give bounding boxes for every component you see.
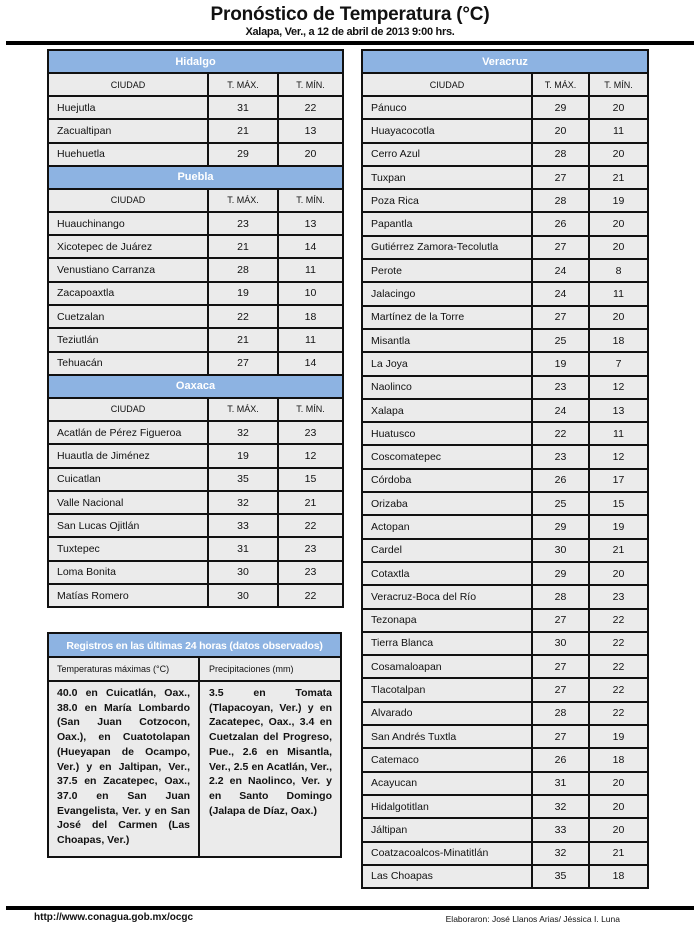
state-header: Oaxaca — [48, 375, 343, 398]
max-temp: 33 — [208, 514, 278, 537]
max-temp: 22 — [532, 422, 589, 445]
max-temp: 30 — [532, 632, 589, 655]
city-name: Perote — [362, 259, 532, 282]
footer-url-link[interactable]: http://www.conagua.gob.mx/ocgc — [34, 912, 194, 923]
table-row — [362, 609, 648, 632]
max-temp: 30 — [208, 584, 278, 607]
table-row — [362, 655, 648, 678]
table-row — [362, 422, 648, 445]
city-name: Cosamaloapan — [362, 655, 532, 678]
forecast-table-veracruz — [361, 49, 649, 889]
city-name: Tlacotalpan — [362, 678, 532, 701]
column-header-max: T. MÁX. — [208, 398, 278, 421]
max-temp: 29 — [208, 143, 278, 166]
city-name: Misantla — [362, 329, 532, 352]
max-temp: 23 — [532, 445, 589, 468]
min-temp: 19 — [589, 189, 648, 212]
city-name: Huauchinango — [48, 212, 208, 235]
city-name: Huehuetla — [48, 143, 208, 166]
table-row — [362, 842, 648, 865]
column-header-city: CIUDAD — [362, 73, 532, 96]
table-row — [48, 561, 343, 584]
table-row — [362, 748, 648, 771]
max-temp: 31 — [532, 772, 589, 795]
city-name: Orizaba — [362, 492, 532, 515]
table-row — [362, 143, 648, 166]
city-name: Catemaco — [362, 748, 532, 771]
min-temp: 11 — [589, 282, 648, 305]
city-name: Tuxtepec — [48, 537, 208, 560]
min-temp: 18 — [589, 748, 648, 771]
forecast-table-left — [47, 49, 344, 608]
min-temp: 13 — [278, 119, 343, 142]
city-name: San Lucas Ojitlán — [48, 514, 208, 537]
table-row — [362, 189, 648, 212]
max-temp: 28 — [532, 585, 589, 608]
column-header-min: T. MÍN. — [278, 398, 343, 421]
min-temp: 13 — [278, 212, 343, 235]
min-temp: 22 — [589, 678, 648, 701]
min-temp: 14 — [278, 235, 343, 258]
min-temp: 20 — [589, 795, 648, 818]
city-name: Cuicatlan — [48, 468, 208, 491]
min-temp: 21 — [589, 539, 648, 562]
table-row — [48, 143, 343, 166]
min-temp: 22 — [278, 96, 343, 119]
records-max-temp-label: Temperaturas máximas (°C) — [49, 658, 200, 680]
table-row — [362, 515, 648, 538]
column-header-max: T. MÁX. — [532, 73, 589, 96]
max-temp: 35 — [208, 468, 278, 491]
table-row — [362, 795, 648, 818]
max-temp: 33 — [532, 818, 589, 841]
min-temp: 23 — [278, 421, 343, 444]
state-header-row — [48, 375, 343, 398]
footer-credit: Elaboraron: José Llanos Arias/ Jéssica I. Luna — [445, 914, 620, 924]
city-name: Cotaxtla — [362, 562, 532, 585]
max-temp: 27 — [532, 678, 589, 701]
min-temp: 23 — [589, 585, 648, 608]
city-name: Huayacocotla — [362, 119, 532, 142]
max-temp: 26 — [532, 469, 589, 492]
max-temp: 19 — [208, 444, 278, 467]
column-header-max: T. MÁX. — [208, 189, 278, 212]
city-name: San Andrés Tuxtla — [362, 725, 532, 748]
min-temp: 22 — [589, 609, 648, 632]
max-temp: 19 — [532, 352, 589, 375]
table-row — [362, 772, 648, 795]
column-header-city: CIUDAD — [48, 189, 208, 212]
city-name: Tierra Blanca — [362, 632, 532, 655]
max-temp: 20 — [532, 119, 589, 142]
min-temp: 21 — [589, 166, 648, 189]
min-temp: 21 — [589, 842, 648, 865]
max-temp: 32 — [532, 842, 589, 865]
min-temp: 20 — [589, 818, 648, 841]
max-temp: 25 — [532, 329, 589, 352]
max-temp: 24 — [532, 259, 589, 282]
max-temp: 29 — [532, 562, 589, 585]
city-name: Hidalgotitlan — [362, 795, 532, 818]
min-temp: 11 — [278, 258, 343, 281]
city-name: Gutiérrez Zamora-Tecolutla — [362, 236, 532, 259]
max-temp: 26 — [532, 748, 589, 771]
max-temp: 19 — [208, 282, 278, 305]
table-row — [362, 282, 648, 305]
table-row — [362, 399, 648, 422]
column-header-city: CIUDAD — [48, 73, 208, 96]
table-row — [362, 376, 648, 399]
city-name: Xicotepec de Juárez — [48, 235, 208, 258]
max-temp: 28 — [208, 258, 278, 281]
min-temp: 23 — [278, 561, 343, 584]
table-row — [48, 282, 343, 305]
table-row — [362, 329, 648, 352]
city-name: Loma Bonita — [48, 561, 208, 584]
min-temp: 22 — [278, 584, 343, 607]
min-temp: 20 — [589, 212, 648, 235]
max-temp: 28 — [532, 702, 589, 725]
table-row — [362, 469, 648, 492]
city-name: Alvarado — [362, 702, 532, 725]
min-temp: 10 — [278, 282, 343, 305]
table-row — [48, 258, 343, 281]
city-name: Las Choapas — [362, 865, 532, 888]
table-row — [362, 166, 648, 189]
max-temp: 28 — [532, 143, 589, 166]
max-temp: 27 — [532, 655, 589, 678]
min-temp: 22 — [589, 655, 648, 678]
column-header-min: T. MÍN. — [278, 189, 343, 212]
city-name: Matías Romero — [48, 584, 208, 607]
min-temp: 7 — [589, 352, 648, 375]
min-temp: 20 — [589, 562, 648, 585]
header-divider — [6, 41, 694, 45]
max-temp: 27 — [532, 236, 589, 259]
column-header-min: T. MÍN. — [278, 73, 343, 96]
max-temp: 23 — [532, 376, 589, 399]
min-temp: 19 — [589, 725, 648, 748]
city-name: Tehuacán — [48, 352, 208, 375]
table-row — [48, 352, 343, 375]
table-row — [362, 725, 648, 748]
table-row — [48, 235, 343, 258]
city-name: Jáltipan — [362, 818, 532, 841]
city-name: Valle Nacional — [48, 491, 208, 514]
records-max-temp-text: 40.0 en Cuicatlán, Oax., 38.0 en María Lombardo (San Juan Cotzocon, Oax.), en Cuatotolapan (Hueyapan de Ocampo, Ver.) y en Jaltipan, Ver., 37.5 en Zacatepec, Oax., 37.0 en San Juan Evangelista, Ver. y en San José del Carmen (Las Choapas, Ver.) — [49, 682, 200, 856]
max-temp: 30 — [208, 561, 278, 584]
max-temp: 27 — [532, 166, 589, 189]
city-name: Acayucan — [362, 772, 532, 795]
city-name: Poza Rica — [362, 189, 532, 212]
max-temp: 27 — [532, 306, 589, 329]
state-header-row — [362, 50, 648, 73]
table-row — [48, 491, 343, 514]
city-name: Jalacingo — [362, 282, 532, 305]
min-temp: 12 — [589, 376, 648, 399]
max-temp: 27 — [532, 609, 589, 632]
footer-divider — [6, 906, 694, 910]
max-temp: 28 — [532, 189, 589, 212]
records-precip-label: Precipitaciones (mm) — [209, 664, 294, 674]
column-header-row — [48, 398, 343, 421]
table-row — [362, 445, 648, 468]
table-row — [48, 421, 343, 444]
max-temp: 27 — [208, 352, 278, 375]
min-temp: 15 — [278, 468, 343, 491]
column-header-min: T. MÍN. — [589, 73, 648, 96]
state-header-row — [48, 50, 343, 73]
min-temp: 17 — [589, 469, 648, 492]
max-temp: 26 — [532, 212, 589, 235]
min-temp: 15 — [589, 492, 648, 515]
city-name: Papantla — [362, 212, 532, 235]
table-row — [48, 119, 343, 142]
max-temp: 29 — [532, 515, 589, 538]
table-row — [48, 212, 343, 235]
max-temp: 32 — [532, 795, 589, 818]
column-header-city: CIUDAD — [48, 398, 208, 421]
state-header: Veracruz — [362, 50, 648, 73]
city-name: Cuetzalan — [48, 305, 208, 328]
table-row — [362, 119, 648, 142]
max-temp: 27 — [532, 725, 589, 748]
max-temp: 24 — [532, 282, 589, 305]
min-temp: 11 — [589, 422, 648, 445]
min-temp: 20 — [278, 143, 343, 166]
records-title: Registros en las últimas 24 horas (datos observados) — [49, 634, 340, 658]
city-name: Coscomatepec — [362, 445, 532, 468]
city-name: Teziutlán — [48, 328, 208, 351]
city-name: Coatzacoalcos-Minatitlán — [362, 842, 532, 865]
table-row — [362, 539, 648, 562]
table-row — [362, 678, 648, 701]
state-header: Hidalgo — [48, 50, 343, 73]
city-name: Martínez de la Torre — [362, 306, 532, 329]
city-name: Córdoba — [362, 469, 532, 492]
table-row — [362, 236, 648, 259]
table-row — [48, 584, 343, 607]
column-header-row — [362, 73, 648, 96]
city-name: Pánuco — [362, 96, 532, 119]
column-header-max: T. MÁX. — [208, 73, 278, 96]
min-temp: 14 — [278, 352, 343, 375]
table-row — [362, 562, 648, 585]
city-name: Naolinco — [362, 376, 532, 399]
table-row — [362, 818, 648, 841]
table-row — [362, 632, 648, 655]
table-row — [362, 585, 648, 608]
table-row — [48, 444, 343, 467]
max-temp: 31 — [208, 96, 278, 119]
city-name: Tuxpan — [362, 166, 532, 189]
page-title: Pronóstico de Temperatura (°C) — [210, 4, 490, 25]
min-temp: 13 — [589, 399, 648, 422]
observed-records-box — [47, 632, 342, 858]
max-temp: 21 — [208, 235, 278, 258]
table-row — [48, 328, 343, 351]
city-name: Venustiano Carranza — [48, 258, 208, 281]
min-temp: 22 — [589, 702, 648, 725]
table-row — [362, 212, 648, 235]
min-temp: 19 — [589, 515, 648, 538]
table-row — [362, 702, 648, 725]
max-temp: 35 — [532, 865, 589, 888]
state-header-row — [48, 166, 343, 189]
min-temp: 23 — [278, 537, 343, 560]
city-name: Huejutla — [48, 96, 208, 119]
table-row — [48, 96, 343, 119]
max-temp: 24 — [532, 399, 589, 422]
table-row — [362, 259, 648, 282]
min-temp: 22 — [278, 514, 343, 537]
table-row — [48, 468, 343, 491]
city-name: Acatlán de Pérez Figueroa — [48, 421, 208, 444]
max-temp: 32 — [208, 421, 278, 444]
min-temp: 11 — [589, 119, 648, 142]
table-row — [362, 306, 648, 329]
state-header: Puebla — [48, 166, 343, 189]
table-row — [48, 305, 343, 328]
min-temp: 18 — [589, 329, 648, 352]
max-temp: 21 — [208, 119, 278, 142]
min-temp: 18 — [589, 865, 648, 888]
city-name: Veracruz-Boca del Río — [362, 585, 532, 608]
city-name: Cardel — [362, 539, 532, 562]
min-temp: 20 — [589, 236, 648, 259]
table-row — [362, 865, 648, 888]
page-subtitle: Xalapa, Ver., a 12 de abril de 2013 9:00 hrs. — [245, 26, 455, 38]
table-row — [362, 352, 648, 375]
max-temp: 31 — [208, 537, 278, 560]
column-header-row — [48, 189, 343, 212]
city-name: Cerro Azul — [362, 143, 532, 166]
city-name: Actopan — [362, 515, 532, 538]
table-row — [48, 514, 343, 537]
max-temp: 29 — [532, 96, 589, 119]
max-temp: 23 — [208, 212, 278, 235]
city-name: Huatusco — [362, 422, 532, 445]
max-temp: 30 — [532, 539, 589, 562]
city-name: Tezonapa — [362, 609, 532, 632]
min-temp: 21 — [278, 491, 343, 514]
min-temp: 20 — [589, 306, 648, 329]
max-temp: 22 — [208, 305, 278, 328]
table-row — [362, 492, 648, 515]
table-row — [48, 537, 343, 560]
min-temp: 20 — [589, 772, 648, 795]
min-temp: 22 — [589, 632, 648, 655]
min-temp: 8 — [589, 259, 648, 282]
min-temp: 12 — [589, 445, 648, 468]
max-temp: 21 — [208, 328, 278, 351]
min-temp: 18 — [278, 305, 343, 328]
min-temp: 12 — [278, 444, 343, 467]
city-name: Xalapa — [362, 399, 532, 422]
city-name: Zacualtipan — [48, 119, 208, 142]
max-temp: 25 — [532, 492, 589, 515]
city-name: Zacapoaxtla — [48, 282, 208, 305]
min-temp: 20 — [589, 96, 648, 119]
records-precip-text: 3.5 en Tomata (Tlapacoyan, Ver.) y en Zacatepec, Oax., 3.4 en Cuetzalan del Progreso, Pue., 2.6 en Misantla, Ver., 2.5 en Acatlán, Ver., 2.2 en Naolinco, Ver. y en Santo Domingo (Jalapa de Díaz, Oax.) — [209, 687, 332, 817]
column-header-row — [48, 73, 343, 96]
min-temp: 20 — [589, 143, 648, 166]
city-name: Huautla de Jiménez — [48, 444, 208, 467]
city-name: La Joya — [362, 352, 532, 375]
max-temp: 32 — [208, 491, 278, 514]
table-row — [362, 96, 648, 119]
min-temp: 11 — [278, 328, 343, 351]
